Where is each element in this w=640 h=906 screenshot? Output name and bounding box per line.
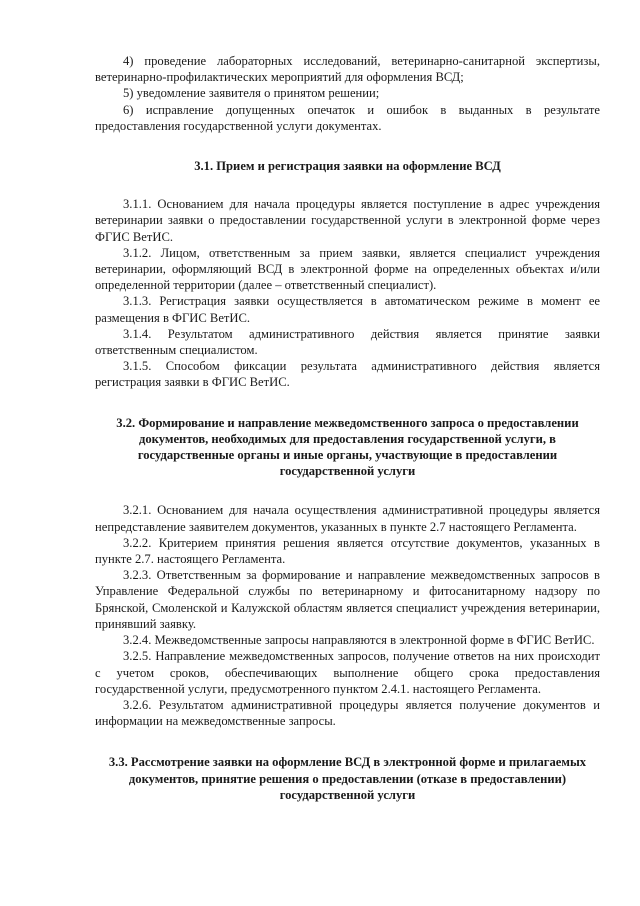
paragraph-3-2-2: 3.2.2. Критерием принятия решения является отсутствие документов, указанных в пункте 2.7. настоящего Регламента. <box>95 535 600 567</box>
paragraph-3-2-3: 3.2.3. Ответственным за формирование и направление межведомственных запросов в Управление Федеральной службы по ветеринарному и фитосанитарному надзору по Брянской, Смоленской и Калужской областям является специалист учреждения ветеринарии, принявший заявку. <box>95 568 600 631</box>
list-item-6: 6) исправление допущенных опечаток и ошибок в выданных в результате предоставления государственной услуги документах. <box>95 102 600 133</box>
paragraph-3-2-6: 3.2.6. Результатом административной процедуры является получение документов и информации на межведомственные запросы. <box>95 697 600 729</box>
paragraph-3-1-4: 3.1.4. Результатом административного действия является принятие заявки ответственным специалистом. <box>95 326 600 358</box>
paragraph-3-2-1: 3.2.1. Основанием для начала осуществления административной процедуры является непредставление заявителем документов, указанных в пункте 2.7 настоящего Регламента. <box>95 503 600 534</box>
list-item-5: 5) уведомление заявителя о принятом решении; <box>123 86 380 101</box>
paragraph-3-2-4: 3.2.4. Межведомственные запросы направляются в электронной форме в ФГИС ВетИС. <box>123 633 595 648</box>
paragraph-3-2-5: 3.2.5. Направление межведомственных запросов, получение ответов на них происходит с учетом сроков, обеспечивающих выполнение общего срока предоставления государственной услуги, предусмотренного пунктом 2.4.1. настоящего Регламента. <box>95 649 600 696</box>
list-item-4: 4) проведение лабораторных исследований, ветеринарно-санитарной экспертизы, ветеринарно-профилактических мероприятий для оформления ВСД; <box>95 54 600 85</box>
section-3-3-title: 3.3. Рассмотрение заявки на оформление ВСД в электронной форме и прилагаемых документов, принятие решения о предоставлении (отказе в предоставлении) государственной услуги <box>108 755 587 802</box>
document-page <box>95 53 600 803</box>
paragraph-3-1-1: 3.1.1. Основанием для начала процедуры является поступление в адрес учреждения ветеринарии заявки о предоставлении государственной услуги в электронной форме через ФГИС ВетИС. <box>95 197 600 244</box>
paragraph-3-1-2: 3.1.2. Лицом, ответственным за прием заявки, является специалист учреждения ветеринарии, оформляющий ВСД в электронной форме на определенных объектах и/или определенной территории (далее – ответственный специалист). <box>95 245 600 293</box>
paragraph-3-1-5: 3.1.5. Способом фиксации результата административного действия является регистрация заявки в ФГИС ВетИС. <box>95 359 600 390</box>
paragraph-3-1-3: 3.1.3. Регистрация заявки осуществляется в автоматическом режиме в момент ее размещения в ФГИС ВетИС. <box>95 294 600 325</box>
section-3-1-title: 3.1. Прием и регистрация заявки на оформление ВСД <box>194 159 501 174</box>
section-3-2-title: 3.2. Формирование и направление межведомственного запроса о предоставлении документов, необходимых для предоставления государственной услуги, в государственные органы и иные органы, участвующие в предоставлении государственной услуги <box>116 415 579 479</box>
